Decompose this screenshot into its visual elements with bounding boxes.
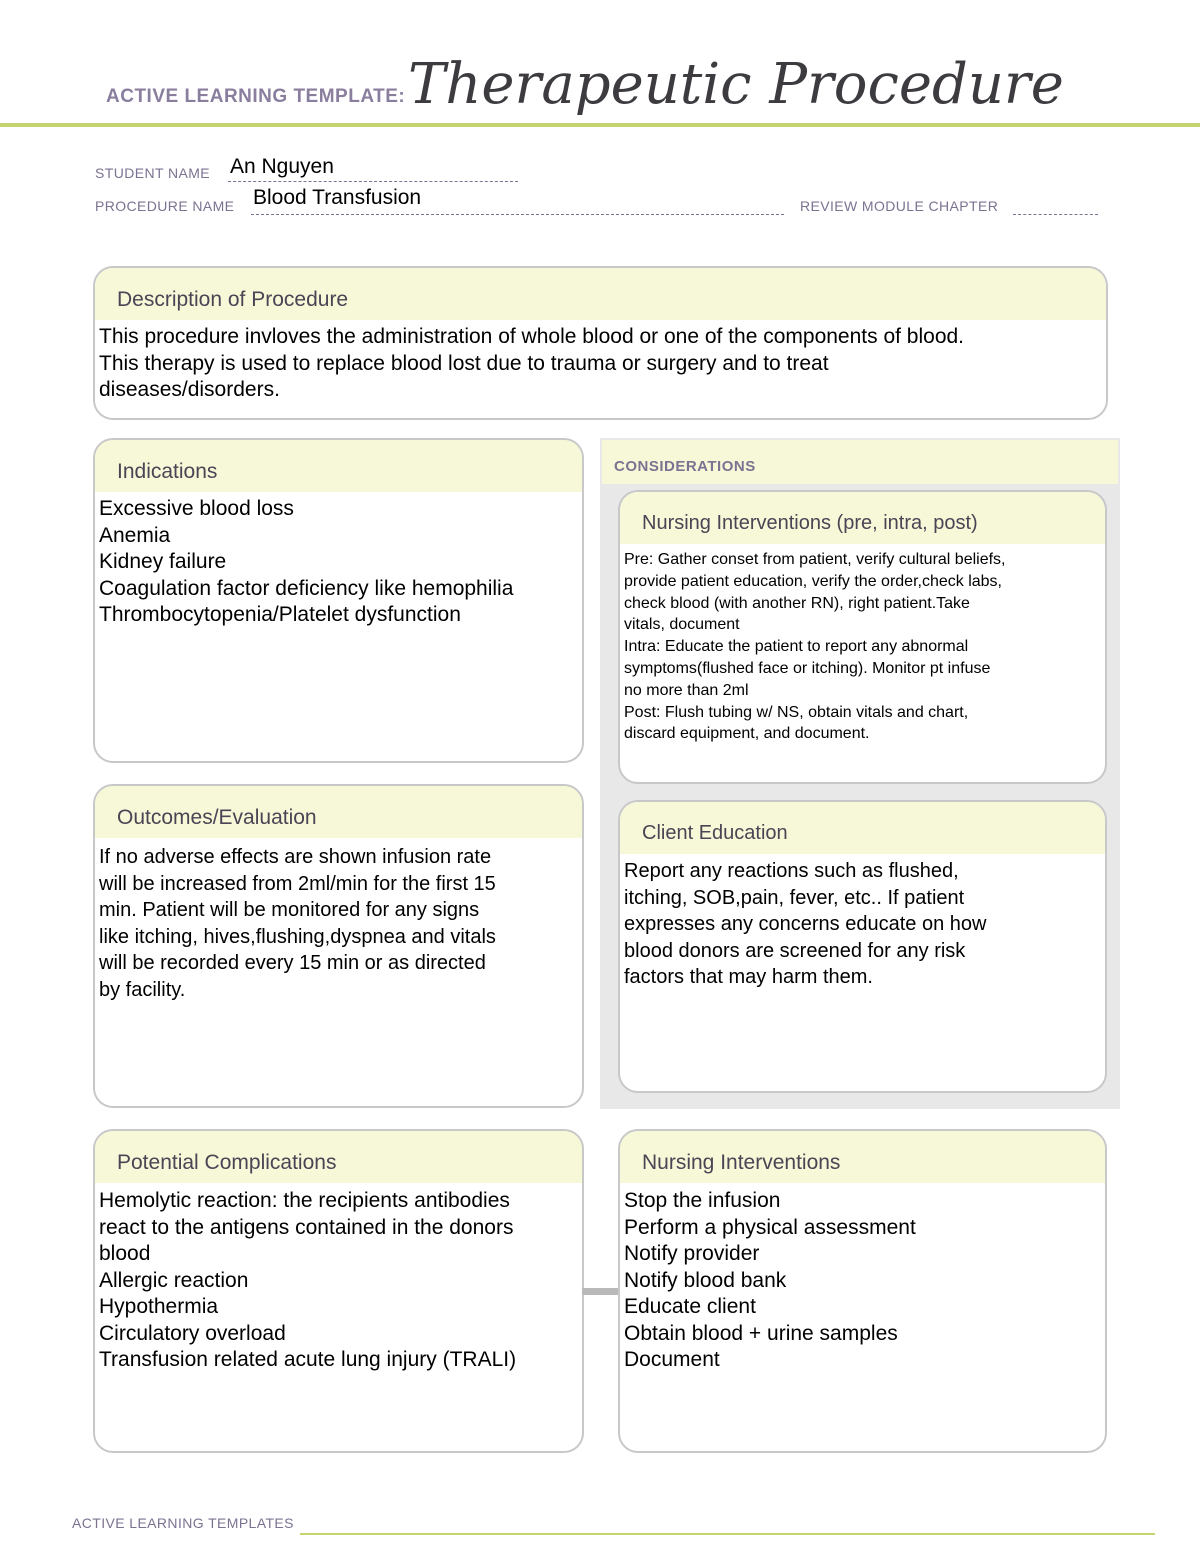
complication-intervention-connector — [582, 1288, 622, 1295]
student-name-field[interactable]: An Nguyen — [230, 155, 334, 178]
nursing-interventions-pre-intra-post-box — [618, 490, 1107, 784]
nursing-interventions-pre-intra-post-heading: Nursing Interventions (pre, intra, post) — [620, 492, 1105, 544]
description-box — [93, 266, 1108, 420]
potential-complications-heading: Potential Complications — [95, 1131, 582, 1183]
indications-box — [93, 438, 584, 763]
outcomes-evaluation-box — [93, 784, 584, 1108]
procedure-name-label: PROCEDURE NAME — [95, 198, 235, 214]
considerations-label: CONSIDERATIONS — [614, 458, 756, 475]
student-name-label: STUDENT NAME — [95, 165, 210, 181]
procedure-name-line — [251, 214, 784, 215]
template-prefix: ACTIVE LEARNING TEMPLATE: — [106, 86, 406, 107]
outcomes-evaluation-heading: Outcomes/Evaluation — [95, 786, 582, 838]
nursing-interventions-pre-intra-post-text[interactable]: Pre: Gather conset from patient, verify cultural beliefs, provide patient education, verify the order,check labs, check blood (with another RN), right patient.Take vitals, document Intra: Educate the patient to report any abnormal symptoms(flushed face or itching). Monitor pt infuse no more than 2ml Post: Flush tubing w/ NS, obtain vitals and chart, discard equipment, and document. — [624, 551, 1006, 743]
indications-heading: Indications — [95, 440, 582, 492]
header-rule — [0, 123, 1200, 127]
procedure-name-field[interactable]: Blood Transfusion — [253, 186, 422, 209]
nursing-interventions-heading: Nursing Interventions — [620, 1131, 1105, 1183]
footer-rule — [300, 1533, 1155, 1535]
review-module-label: REVIEW MODULE CHAPTER — [800, 198, 999, 214]
outcomes-evaluation-text[interactable]: If no adverse effects are shown infusion rate will be increased from 2ml/min for the first 15 min. Patient will be monitored for any signs like itching, hives,flushing,dyspnea and vitals will be recorded every 15 min or as directed by facility. — [99, 846, 496, 1001]
client-education-heading: Client Education — [620, 802, 1105, 854]
page-title: Therapeutic Procedure — [408, 52, 1064, 117]
nursing-interventions-text[interactable]: Stop the infusion Perform a physical assessment Notify provider Notify blood bank Educate client Obtain blood + urine samples Document — [624, 1189, 916, 1371]
review-module-field[interactable] — [1013, 214, 1098, 215]
client-education-text[interactable]: Report any reactions such as flushed, itching, SOB,pain, fever, etc.. If patient expresses any concerns educate on how blood donors are screened for any risk factors that may harm them. — [624, 860, 987, 988]
nursing-interventions-box — [618, 1129, 1107, 1453]
indications-text[interactable]: Excessive blood loss Anemia Kidney failure Coagulation factor deficiency like hemophilia Thrombocytopenia/Platelet dysfunction — [99, 497, 514, 626]
footer-text: ACTIVE LEARNING TEMPLATES — [72, 1515, 294, 1531]
potential-complications-box — [93, 1129, 584, 1453]
student-name-line — [228, 181, 518, 182]
client-education-box — [618, 800, 1107, 1093]
potential-complications-text[interactable]: Hemolytic reaction: the recipients antibodies react to the antigens contained in the donors blood Allergic reaction Hypothermia Circulatory overload Transfusion related acute lung injury (TRALI) — [99, 1189, 517, 1371]
description-text[interactable]: This procedure invloves the administration of whole blood or one of the components of blood. This therapy is used to replace blood lost due to trauma or surgery and to treat diseases/disorders. — [99, 325, 965, 401]
description-heading: Description of Procedure — [95, 268, 1106, 320]
